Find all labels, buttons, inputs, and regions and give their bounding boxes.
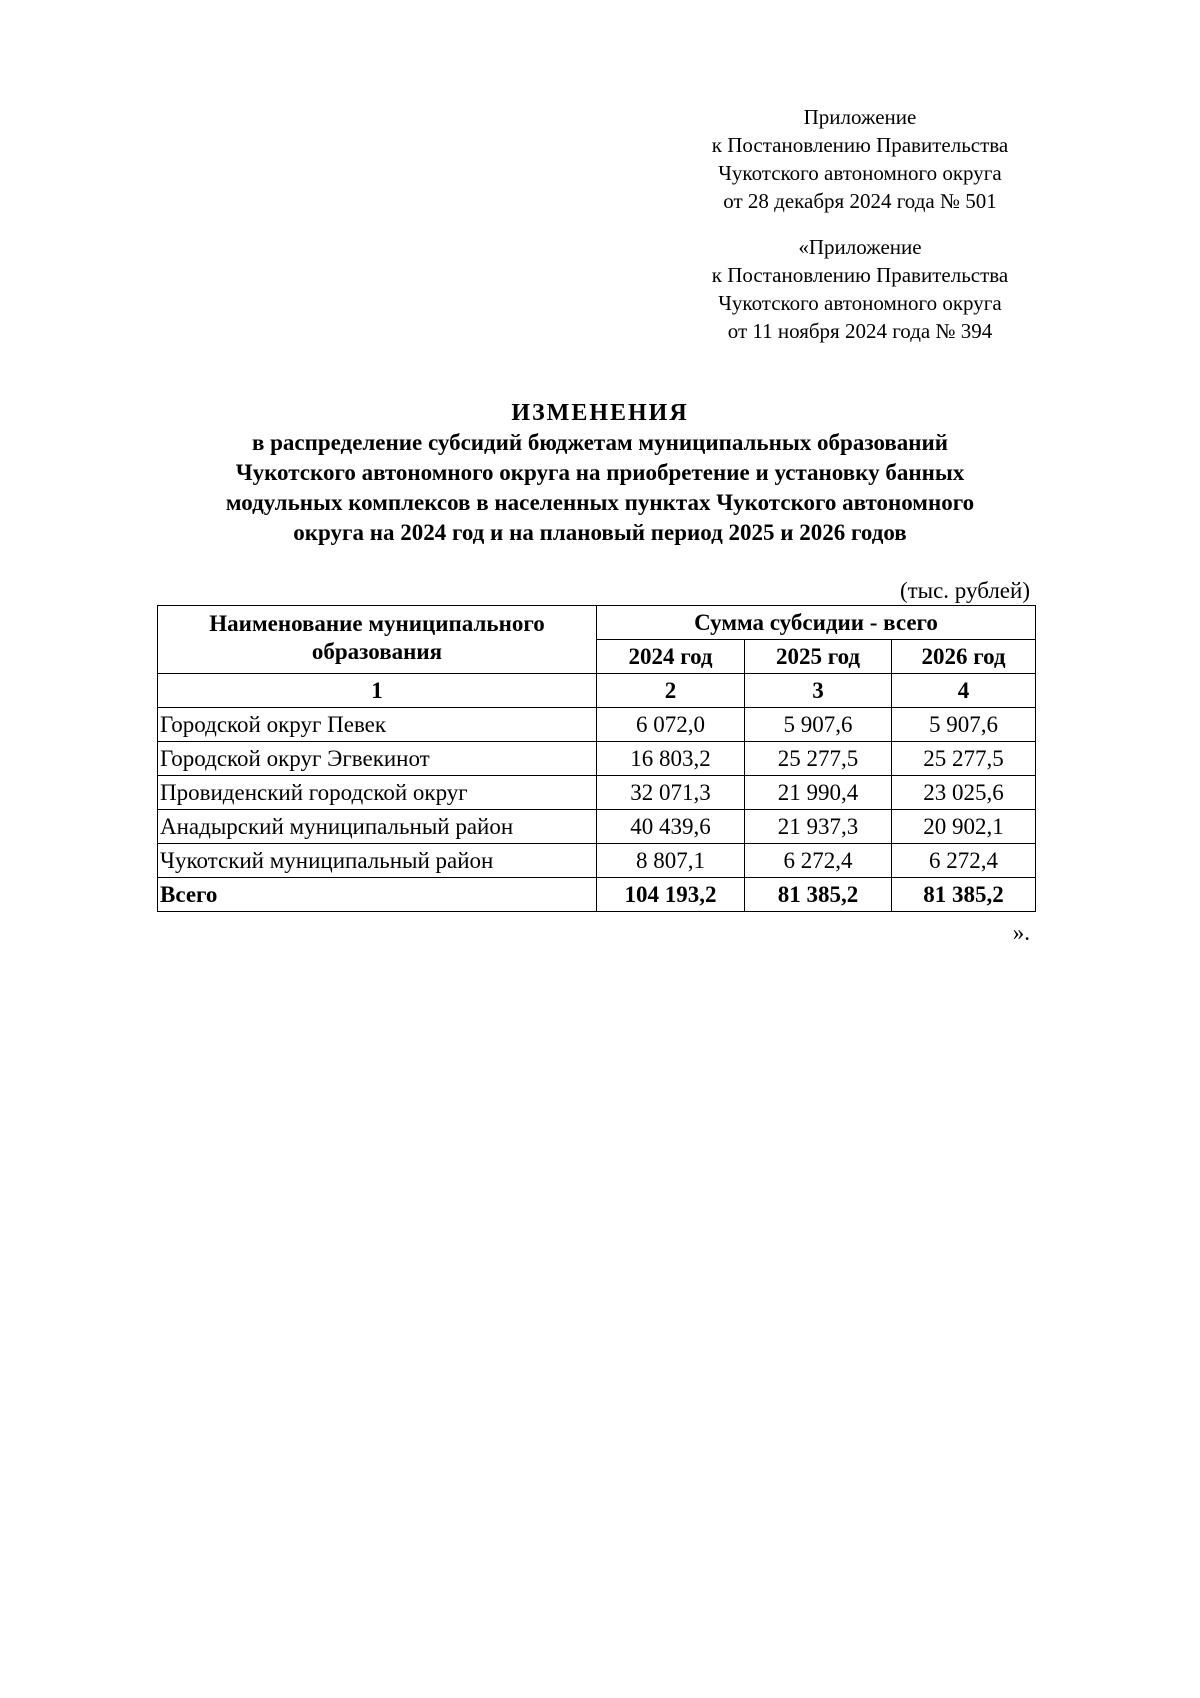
table-row — [158, 810, 1036, 844]
amount-2025: 25 277,5 — [745, 742, 892, 776]
header-year-2025: 2025 год — [745, 640, 892, 674]
appendix-authority: Чукотского автономного округа — [718, 161, 1002, 185]
appendix-date-number: от 28 декабря 2024 года № 501 — [723, 189, 997, 213]
title-line: Чукотского автономного округа на приобретение и установку банных — [235, 460, 965, 485]
amount-2026: 20 902,1 — [892, 810, 1036, 844]
table-index-row — [158, 674, 1036, 708]
amount-2024: 40 439,6 — [597, 810, 745, 844]
amount-2024: 16 803,2 — [597, 742, 745, 776]
index-cell: 2 — [597, 674, 745, 708]
appendix-reference: к Постановлению Правительства — [711, 263, 1009, 287]
appendix-label: Приложение — [803, 105, 917, 129]
table-row — [158, 742, 1036, 776]
municipality-name: Городской округ Эгвекинот — [158, 742, 597, 776]
amount-2025: 6 272,4 — [745, 844, 892, 878]
amount-2026: 6 272,4 — [892, 844, 1036, 878]
total-label: Всего — [158, 878, 597, 912]
table-total-row — [158, 878, 1036, 912]
index-cell: 4 — [892, 674, 1036, 708]
amount-2024: 32 071,3 — [597, 776, 745, 810]
table-row — [158, 776, 1036, 810]
table-header-row — [158, 606, 1036, 640]
header-year-2026: 2026 год — [892, 640, 1036, 674]
table-row — [158, 708, 1036, 742]
header-year-2024: 2024 год — [597, 640, 745, 674]
header-subsidy-total: Сумма субсидии - всего — [597, 606, 1036, 640]
title-main: ИЗМЕНЕНИЯ — [511, 400, 689, 426]
header-municipality: Наименование муниципального образования — [158, 606, 597, 674]
units-label: (тыс. рублей) — [899, 578, 1030, 603]
total-2026: 81 385,2 — [892, 878, 1036, 912]
municipality-name: Городской округ Певек — [158, 708, 597, 742]
subsidy-table — [157, 605, 1036, 912]
municipality-name: Чукотский муниципальный район — [158, 844, 597, 878]
amount-2024: 8 807,1 — [597, 844, 745, 878]
index-cell: 3 — [745, 674, 892, 708]
title-line: в распределение субсидий бюджетам муниципальных образований — [251, 430, 949, 455]
amount-2025: 5 907,6 — [745, 708, 892, 742]
title-line: модульных комплексов в населенных пунктах Чукотского автономного — [225, 490, 975, 515]
title-subtitle — [140, 428, 1060, 548]
total-2025: 81 385,2 — [745, 878, 892, 912]
appendix-label: «Приложение — [798, 235, 922, 259]
appendix-authority: Чукотского автономного округа — [718, 291, 1002, 315]
table-row — [158, 844, 1036, 878]
total-2024: 104 193,2 — [597, 878, 745, 912]
amount-2024: 6 072,0 — [597, 708, 745, 742]
amount-2025: 21 990,4 — [745, 776, 892, 810]
appendix-header-previous — [690, 233, 1030, 345]
municipality-name: Анадырский муниципальный район — [158, 810, 597, 844]
amount-2026: 5 907,6 — [892, 708, 1036, 742]
document-title — [140, 398, 1060, 548]
amount-2025: 21 937,3 — [745, 810, 892, 844]
amount-2026: 25 277,5 — [892, 742, 1036, 776]
appendix-reference: к Постановлению Правительства — [711, 133, 1009, 157]
title-line: округа на 2024 год и на плановый период 2025 и 2026 годов — [293, 520, 907, 545]
municipality-name: Провиденский городской округ — [158, 776, 597, 810]
index-cell: 1 — [158, 674, 597, 708]
closing-quote-mark: ». — [1012, 920, 1030, 945]
appendix-header-current — [690, 103, 1030, 215]
amount-2026: 23 025,6 — [892, 776, 1036, 810]
appendix-date-number: от 11 ноября 2024 года № 394 — [727, 319, 993, 343]
